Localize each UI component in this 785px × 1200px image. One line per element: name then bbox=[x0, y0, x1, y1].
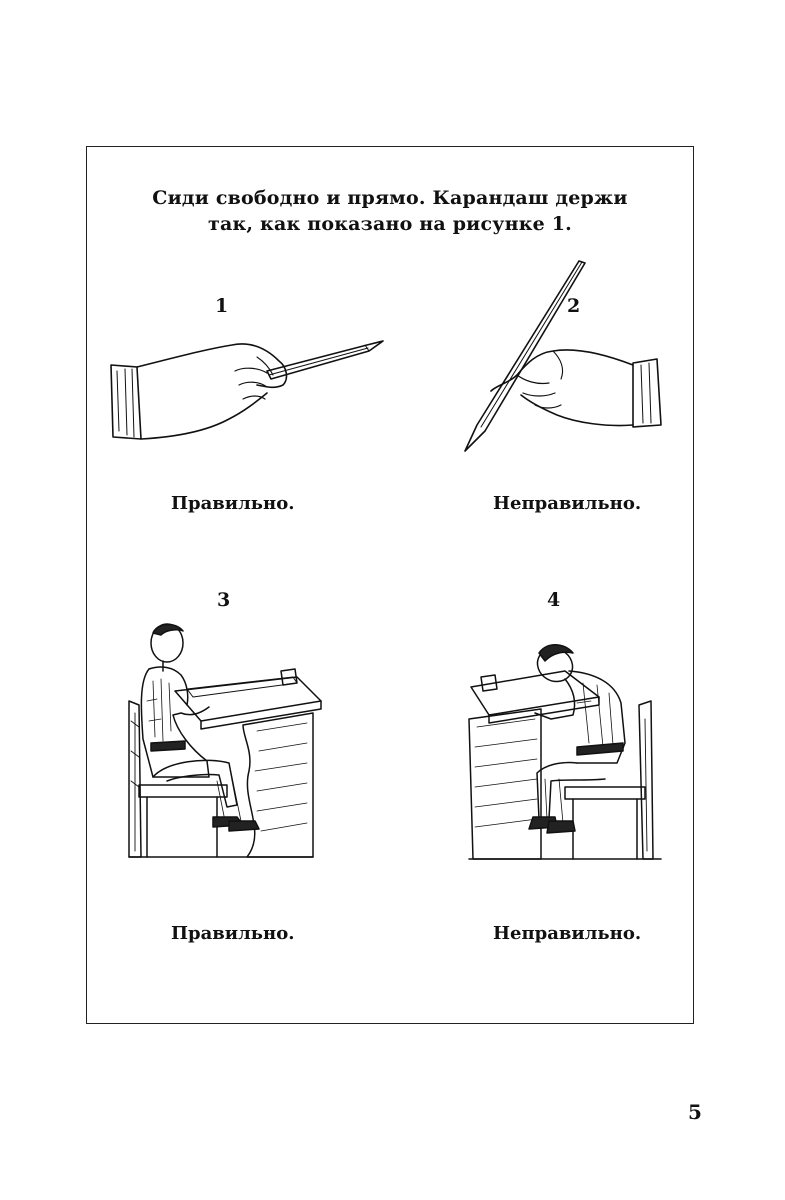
page-number: 5 bbox=[688, 1100, 702, 1124]
figure-2-illustration bbox=[457, 255, 667, 455]
instruction-text bbox=[87, 185, 693, 237]
figure-4-number: 4 bbox=[547, 589, 561, 611]
page-frame bbox=[86, 146, 694, 1024]
figure-1-caption: Правильно. bbox=[171, 493, 295, 514]
figure-3-illustration bbox=[117, 621, 327, 861]
figure-1-illustration bbox=[107, 327, 397, 447]
figure-2-number: 2 bbox=[567, 295, 581, 317]
figure-4-illustration bbox=[465, 623, 665, 863]
figure-2-caption: Неправильно. bbox=[493, 493, 642, 514]
figure-1-number: 1 bbox=[215, 295, 229, 317]
figure-3-caption: Правильно. bbox=[171, 923, 295, 944]
figure-4-caption: Неправильно. bbox=[493, 923, 642, 944]
instruction-line-2: так, как показано на рисунке 1. bbox=[208, 213, 572, 235]
instruction-line-1: Сиди свободно и прямо. Карандаш держи bbox=[152, 187, 628, 209]
figure-3-number: 3 bbox=[217, 589, 231, 611]
